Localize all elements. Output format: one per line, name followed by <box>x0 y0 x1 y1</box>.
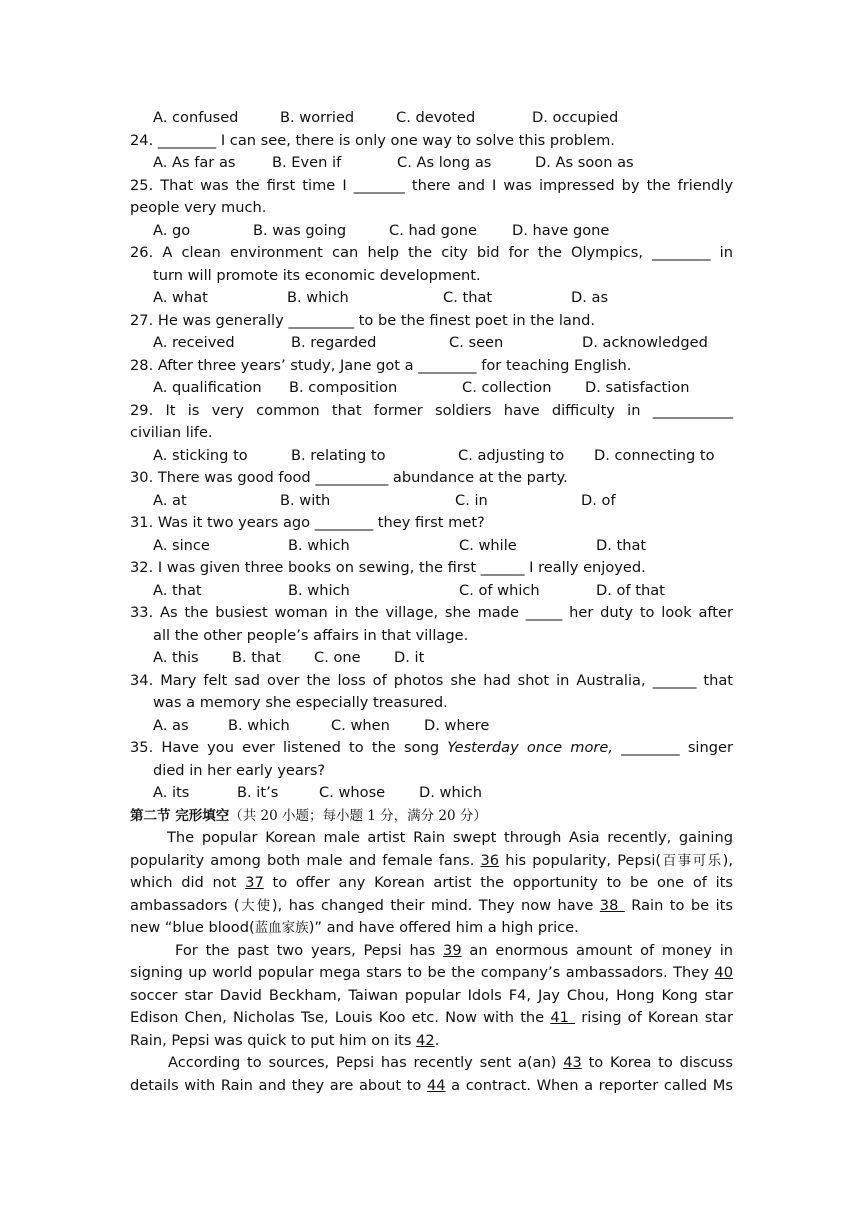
q24-option-b: B. Even if <box>272 154 342 171</box>
q32-stem: 32. I was given three books on sewing, the first ______ I really enjoyed. <box>130 559 646 576</box>
q31-option-a: A. since <box>153 536 210 554</box>
q33-option-d: D. it <box>394 649 425 666</box>
passage-p3-line2 <box>130 1075 733 1098</box>
section2-heading <box>130 805 733 828</box>
q28-options <box>130 377 733 400</box>
q32-option-b: B. which <box>288 581 350 599</box>
q25-option-a: A. go <box>153 221 191 239</box>
q31-option-c: C. while <box>459 536 517 554</box>
q35-stem-pre: 35. Have you ever listened to the song <box>130 739 448 756</box>
passage-text: details with Rain and they are about to <box>130 1076 427 1094</box>
q28-stem: 28. After three years’ study, Jane got a ________ for teaching English. <box>130 356 632 374</box>
q31-option-b: B. which <box>288 536 350 554</box>
q33-stem-line2: all the other people’s affairs in that village. <box>153 626 469 644</box>
passage-text: Edison Chen, Nicholas Tse, Louis Koo etc. Now with the <box>130 1009 551 1026</box>
q34-option-d: D. where <box>424 716 490 734</box>
passage-text: ambassadors ( <box>130 896 240 914</box>
q30-option-d: D. of <box>581 491 616 509</box>
passage-cn-gloss: 蓝血家族 <box>254 920 309 936</box>
q34-option-a: A. as <box>153 716 189 734</box>
q23-options <box>130 107 733 130</box>
q27-stem: 27. He was generally _________ to be the finest poet in the land. <box>130 311 596 329</box>
passage-p1-line4 <box>130 895 733 918</box>
q25-option-b: B. was going <box>253 221 347 239</box>
passage-text: . <box>434 1031 440 1049</box>
passage-text: Rain, Pepsi was quick to put him on its <box>130 1031 417 1049</box>
blank-39: 39 <box>443 941 462 959</box>
q26-option-c: C. that <box>443 289 493 306</box>
q32-option-d: D. of that <box>596 581 665 599</box>
q23-option-a: A. confused <box>153 109 239 126</box>
passage-text: popularity among both male and female fans. <box>130 851 481 869</box>
q28-option-c: C. collection <box>462 379 552 396</box>
q28-option-b: B. composition <box>289 379 398 396</box>
q34-stem-line2: was a memory she especially treasured. <box>153 694 448 711</box>
q24-stem: 24. ________ I can see, there is only one way to solve this problem. <box>130 131 615 149</box>
q25-option-d: D. have gone <box>512 221 610 239</box>
q34-option-b: B. which <box>228 716 290 734</box>
q32-options <box>130 580 733 603</box>
passage-text: According to sources, Pepsi has recently sent a(an) <box>168 1054 564 1071</box>
q26-options <box>130 287 733 310</box>
q29-options <box>130 445 733 468</box>
blank-37: 37 <box>245 874 264 891</box>
blank-41: 41 <box>550 1009 576 1026</box>
q25-stem-line2: people very much. <box>130 199 267 216</box>
passage-text: new “blue blood( <box>130 919 255 936</box>
blank-43: 43 <box>563 1054 582 1071</box>
q35-stem-line1 <box>130 737 733 760</box>
q26-option-b: B. which <box>287 289 349 306</box>
blank-42: 42 <box>416 1031 435 1049</box>
exam-page <box>130 107 733 1097</box>
q27-option-b: B. regarded <box>291 334 377 351</box>
q26-option-a: A. what <box>153 289 208 306</box>
section2-title: 第二节 完形填空 <box>130 807 230 824</box>
q27-option-c: C. seen <box>449 334 504 351</box>
q31-stem: 31. Was it two years ago ________ they first met? <box>130 514 485 531</box>
q25-option-c: C. had gone <box>389 221 477 239</box>
q25-options <box>130 220 733 243</box>
q28-option-a: A. qualification <box>153 379 262 396</box>
q27-option-a: A. received <box>153 334 235 351</box>
passage-text: )” and have offered him a high price. <box>308 919 579 936</box>
q33-option-a: A. this <box>153 649 199 666</box>
q23-option-c: C. devoted <box>396 109 476 126</box>
q27-option-d: D. acknowledged <box>582 334 708 351</box>
q34-option-c: C. when <box>331 716 390 734</box>
q32-option-c: C. of which <box>459 581 540 599</box>
q30-stem: 30. There was good food __________ abundance at the party. <box>130 469 568 486</box>
q24-option-a: A. As far as <box>153 154 236 171</box>
q35-song-title: Yesterday once more, <box>447 739 614 756</box>
passage-text: a contract. When a reporter called Ms <box>445 1076 733 1094</box>
q24-options <box>130 152 733 175</box>
passage-p2-line1 <box>130 940 733 963</box>
passage-text: to Korea to discuss <box>581 1054 733 1071</box>
q23-option-b: B. worried <box>280 109 355 126</box>
q31-option-d: D. that <box>596 536 647 554</box>
passage-p1-line2 <box>130 850 733 873</box>
q29-option-c: C. adjusting to <box>458 446 565 464</box>
passage-text: to offer any Korean artist the opportunity to be one of its <box>263 874 733 891</box>
q30-options <box>130 490 733 513</box>
q25-stem-line1: 25. That was the first time I _______ there and I was impressed by the friendly <box>130 176 733 194</box>
passage-p1-line1: The popular Korean male artist Rain swept through Asia recently, gaining <box>167 829 733 846</box>
q33-options <box>130 647 733 670</box>
passage-text: Rain to be its <box>624 896 733 914</box>
passage-text: his popularity, Pepsi( <box>499 851 662 869</box>
q27-options <box>130 332 733 355</box>
q33-stem-line1: 33. As the busiest woman in the village, she made _____ her duty to look after <box>130 604 733 621</box>
q29-option-a: A. sticking to <box>153 446 248 464</box>
q26-option-d: D. as <box>571 289 609 306</box>
q35-stem-line2: died in her early years? <box>153 761 326 779</box>
q23-option-d: D. occupied <box>532 109 619 126</box>
passage-text: which did not <box>130 874 246 891</box>
q34-options <box>130 715 733 738</box>
q31-options <box>130 535 733 558</box>
q35-option-b: B. it’s <box>237 784 279 801</box>
passage-p1-line5 <box>130 917 733 940</box>
blank-40: 40 <box>714 964 733 981</box>
q24-option-d: D. As soon as <box>535 154 634 171</box>
q35-option-c: C. whose <box>319 784 386 801</box>
q26-stem-line2: turn will promote its economic development. <box>153 266 481 284</box>
passage-p2-line5 <box>130 1030 733 1053</box>
passage-p3-line1 <box>130 1052 733 1075</box>
q28-option-d: D. satisfaction <box>585 379 690 396</box>
q32-option-a: A. that <box>153 581 202 599</box>
passage-text: ), <box>722 851 733 869</box>
section2-note: （共 20 小题；每小题 1 分，满分 20 分） <box>229 807 487 824</box>
q29-stem-line2: civilian life. <box>130 424 213 441</box>
q33-option-b: B. that <box>232 649 281 666</box>
q29-option-b: B. relating to <box>291 446 386 464</box>
q30-option-c: C. in <box>455 491 488 509</box>
passage-text: rising of Korean star <box>575 1009 733 1026</box>
passage-text: ), has changed their mind. They now have <box>271 896 600 914</box>
q26-stem-line1: 26. A clean environment can help the city bid for the Olympics, ________ in <box>130 244 733 261</box>
q35-options <box>130 782 733 805</box>
passage-p2-line4 <box>130 1007 733 1030</box>
passage-p2-line3: soccer star David Beckham, Taiwan popular Idols F4, Jay Chou, Hong Kong star <box>130 986 733 1004</box>
passage-p2-line2 <box>130 962 733 985</box>
passage-text: an enormous amount of money in <box>461 941 733 959</box>
passage-cn-gloss: 百事可乐 <box>661 852 723 869</box>
passage-text: For the past two years, Pepsi has <box>175 941 444 959</box>
q35-stem-post: ________ singer <box>613 739 733 756</box>
q35-option-a: A. its <box>153 784 190 801</box>
q29-stem-line1: 29. It is very common that former soldiers have difficulty in ___________ <box>130 401 733 419</box>
passage-cn-gloss: 大使 <box>239 897 272 914</box>
q24-option-c: C. As long as <box>397 154 492 171</box>
q30-option-a: A. at <box>153 491 187 509</box>
blank-44: 44 <box>426 1076 446 1094</box>
q35-option-d: D. which <box>419 784 483 801</box>
passage-p1-line3 <box>130 872 733 895</box>
q33-option-c: C. one <box>314 649 361 666</box>
blank-38: 38 <box>599 896 625 914</box>
q30-option-b: B. with <box>280 491 331 509</box>
q34-stem-line1: 34. Mary felt sad over the loss of photos she had shot in Australia, ______ that <box>130 671 733 689</box>
passage-text: signing up world popular mega stars to be the company’s ambassadors. They <box>130 964 715 981</box>
blank-36: 36 <box>480 851 500 869</box>
q29-option-d: D. connecting to <box>594 446 715 464</box>
